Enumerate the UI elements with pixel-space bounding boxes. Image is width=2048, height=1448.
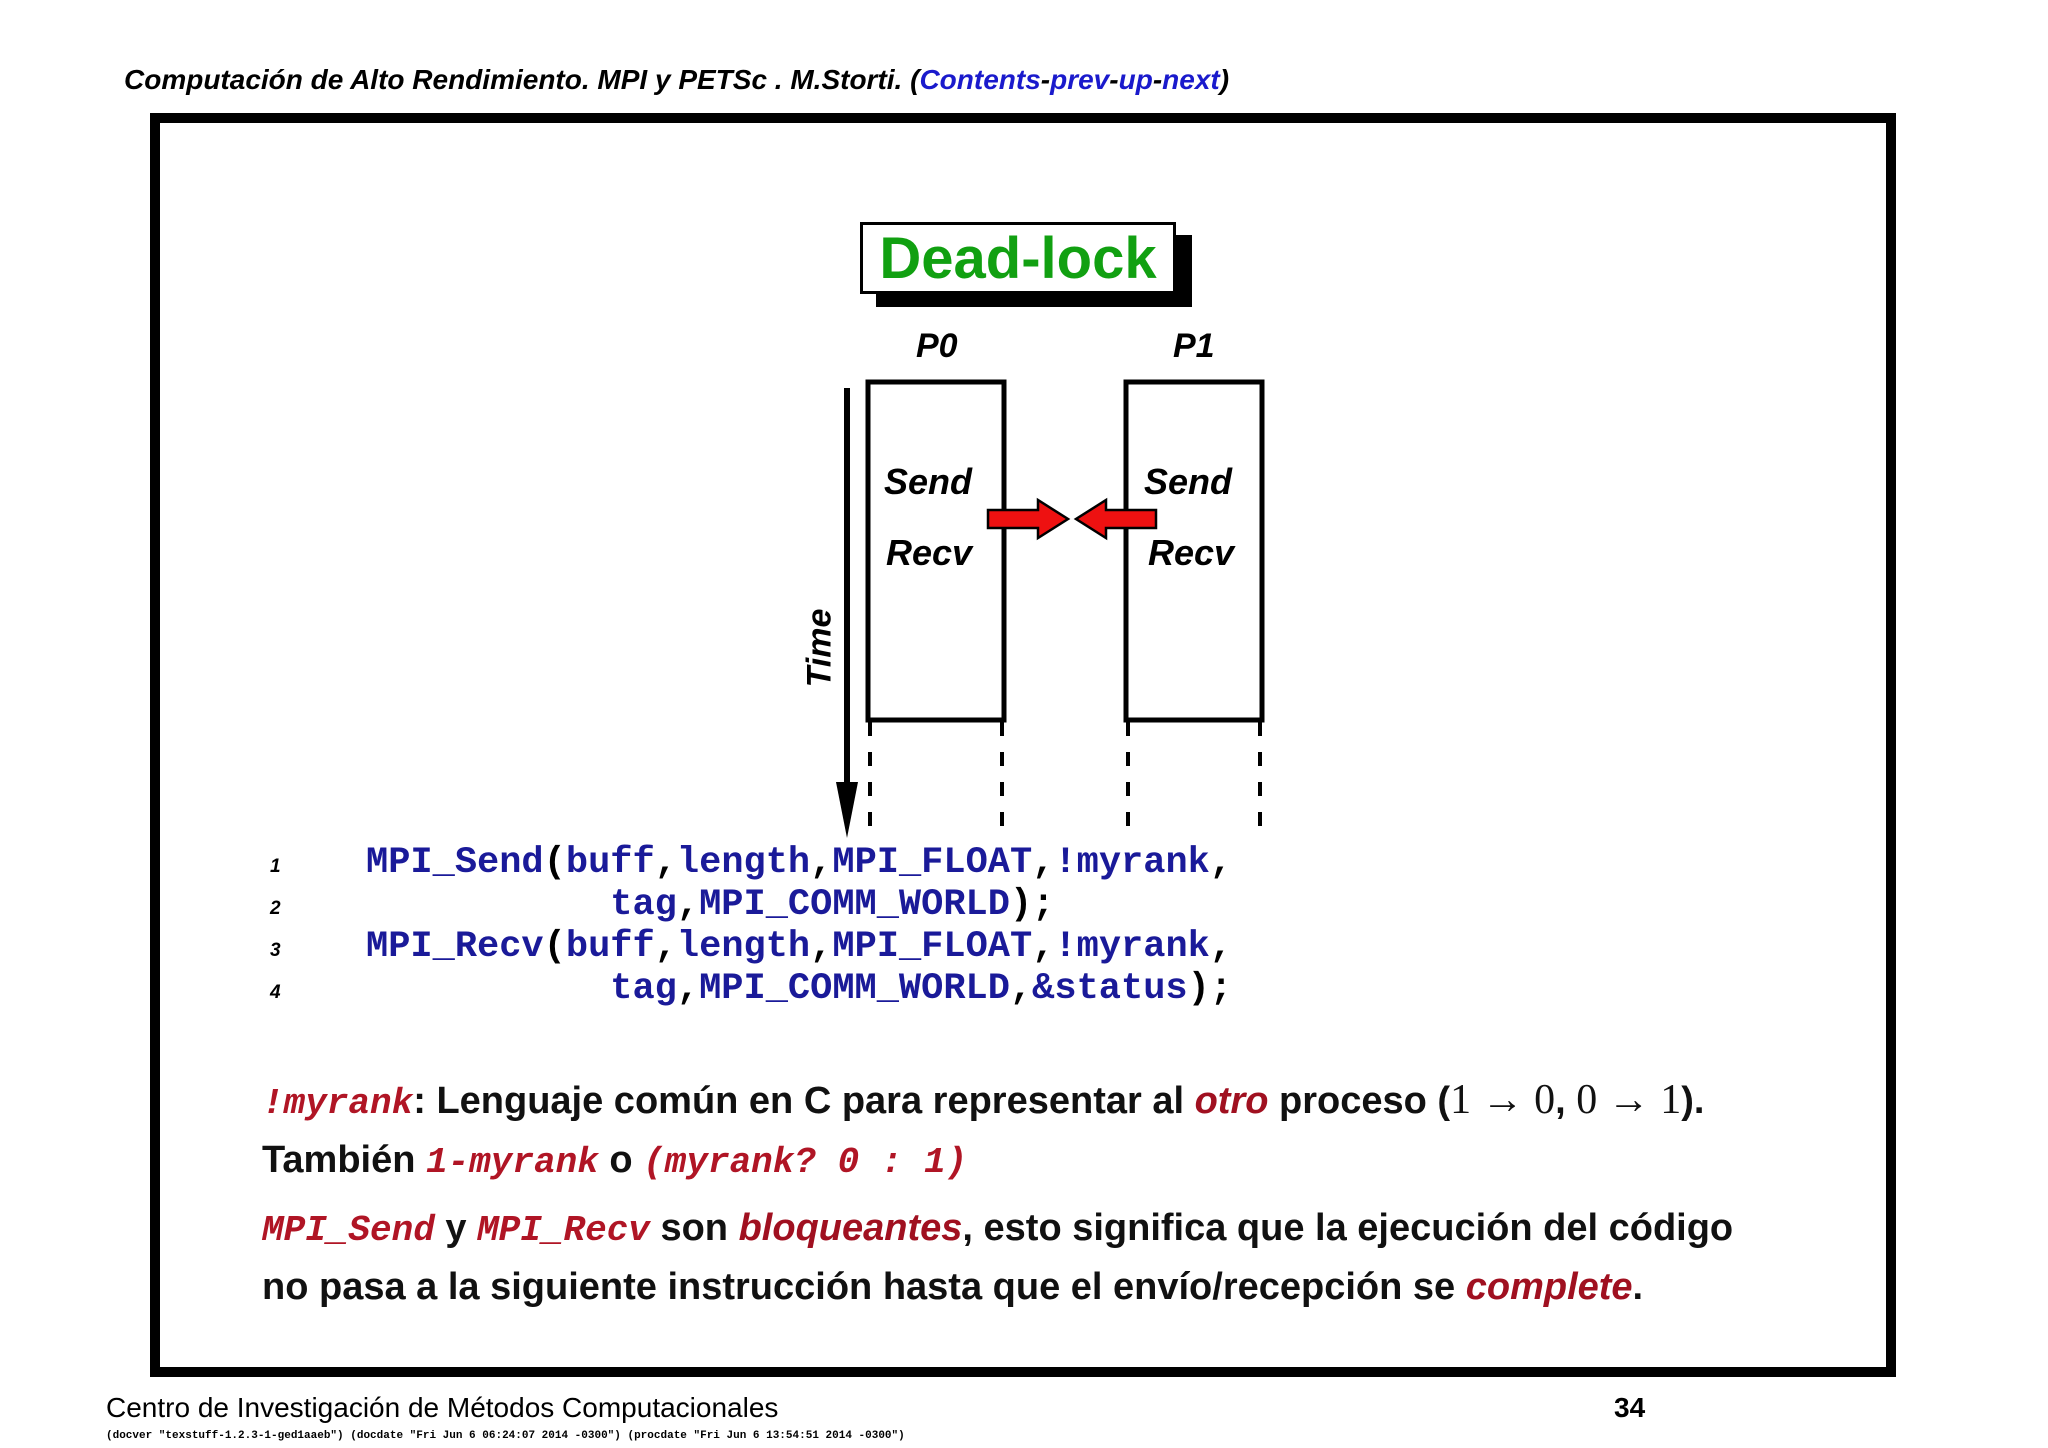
prev-link[interactable]: prev xyxy=(1050,64,1110,95)
code-token: !myrank xyxy=(1054,926,1210,968)
emphasis: otro xyxy=(1194,1080,1269,1122)
header-title: Computación de Alto Rendimiento. MPI y PETSc . M.Storti. ( xyxy=(124,64,920,95)
code-token: MPI_COMM_WORLD xyxy=(699,884,1010,926)
code-token: , xyxy=(810,926,833,968)
code-line xyxy=(270,926,1233,968)
line-number: 2 xyxy=(270,898,281,919)
process-0-label: P0 xyxy=(916,327,958,365)
code-token: MPI_COMM_WORLD xyxy=(699,968,1010,1010)
code-line xyxy=(270,842,1233,884)
myrank-explanation xyxy=(262,1072,1782,1191)
slide-title-text: Dead-lock xyxy=(879,225,1157,291)
code-token: MPI_Recv xyxy=(366,926,544,968)
code-token: MPI_Send xyxy=(366,842,544,884)
code-token: length xyxy=(676,926,811,968)
p0-send-label: Send xyxy=(884,461,973,502)
code-token: tag xyxy=(610,968,677,1010)
code-token: , xyxy=(676,884,700,926)
inline-code: MPI_Recv xyxy=(477,1210,650,1251)
math-expression: 1 → 0 xyxy=(1450,1077,1556,1123)
footer-version-info: (docver "texstuff-1.2.3-1-ged1aaeb") (docdate "Fri Jun 6 06:24:07 2014 -0300") (procdate "Fri Jun 6 13:54:51 2014 -0300") xyxy=(106,1430,905,1442)
body-text: . xyxy=(1632,1266,1644,1308)
body-text: , xyxy=(1555,1080,1577,1122)
p1-send-label: Send xyxy=(1144,461,1233,502)
p1-recv-label: Recv xyxy=(1148,532,1235,573)
code-token: length xyxy=(676,842,811,884)
header-separator: - xyxy=(1109,64,1119,95)
footer-organization: Centro de Investigación de Métodos Computacionales xyxy=(106,1392,779,1423)
code-token: tag xyxy=(610,884,677,926)
code-token: , xyxy=(810,842,833,884)
blocking-explanation xyxy=(262,1200,1782,1315)
code-listing xyxy=(270,842,1233,1010)
code-token: ( xyxy=(543,926,566,968)
body-text: proceso ( xyxy=(1268,1080,1451,1122)
inline-code: !myrank xyxy=(262,1083,414,1124)
code-token: , xyxy=(676,968,700,1010)
send-arrow-left-icon xyxy=(1076,500,1156,538)
contents-link[interactable]: Contents xyxy=(919,64,1041,95)
code-token: ); xyxy=(1187,968,1233,1010)
code-token: MPI_FLOAT xyxy=(832,926,1033,968)
code-token: , xyxy=(654,926,677,968)
code-token: MPI_FLOAT xyxy=(832,842,1033,884)
code-line xyxy=(270,968,1233,1010)
send-arrow-right-icon xyxy=(988,500,1068,538)
header-separator: - xyxy=(1040,64,1051,95)
up-link[interactable]: up xyxy=(1118,64,1153,95)
code-token: &status xyxy=(1032,968,1188,1010)
inline-code: MPI_Send xyxy=(262,1210,435,1251)
time-label: Time xyxy=(800,608,839,688)
p0-recv-label: Recv xyxy=(886,532,973,573)
code-token: , xyxy=(1209,842,1233,884)
dashed-continuation-lines xyxy=(870,722,1260,830)
code-token: , xyxy=(654,842,677,884)
inline-code: (myrank? 0 : 1) xyxy=(643,1142,968,1183)
body-text: son xyxy=(649,1207,739,1249)
code-token: buff xyxy=(565,842,655,884)
line-number: 1 xyxy=(270,856,281,877)
code-token: buff xyxy=(565,926,655,968)
body-text: o xyxy=(598,1139,644,1181)
body-text: y xyxy=(434,1207,478,1249)
code-token: !myrank xyxy=(1054,842,1210,884)
line-number: 4 xyxy=(270,982,281,1003)
code-token: , xyxy=(1032,842,1055,884)
math-expression: 0 → 1 xyxy=(1576,1077,1682,1123)
code-token: , xyxy=(1209,926,1233,968)
emphasis: complete xyxy=(1465,1266,1633,1308)
code-token: , xyxy=(1009,968,1033,1010)
next-link[interactable]: next xyxy=(1162,64,1220,95)
body-text: ). También xyxy=(262,1080,1705,1181)
code-token: , xyxy=(1032,926,1055,968)
body-text: , esto significa que la ejecución del código no pasa a la siguiente instrucción hasta que el envío/recepción se xyxy=(262,1207,1734,1308)
process-1-label: P1 xyxy=(1173,327,1215,365)
header-suffix: ) xyxy=(1219,64,1230,95)
code-token: ); xyxy=(1009,884,1055,926)
code-indent xyxy=(366,884,610,926)
inline-code: 1-myrank xyxy=(426,1142,599,1183)
page-number: 34 xyxy=(1614,1392,1646,1423)
body-text: : Lenguaje común en C para representar al xyxy=(413,1080,1195,1122)
line-number: 3 xyxy=(270,940,281,961)
header-separator: - xyxy=(1152,64,1163,95)
code-line xyxy=(270,884,1055,926)
emphasis: bloqueantes xyxy=(738,1207,963,1249)
code-indent xyxy=(366,968,610,1010)
code-token: ( xyxy=(543,842,566,884)
